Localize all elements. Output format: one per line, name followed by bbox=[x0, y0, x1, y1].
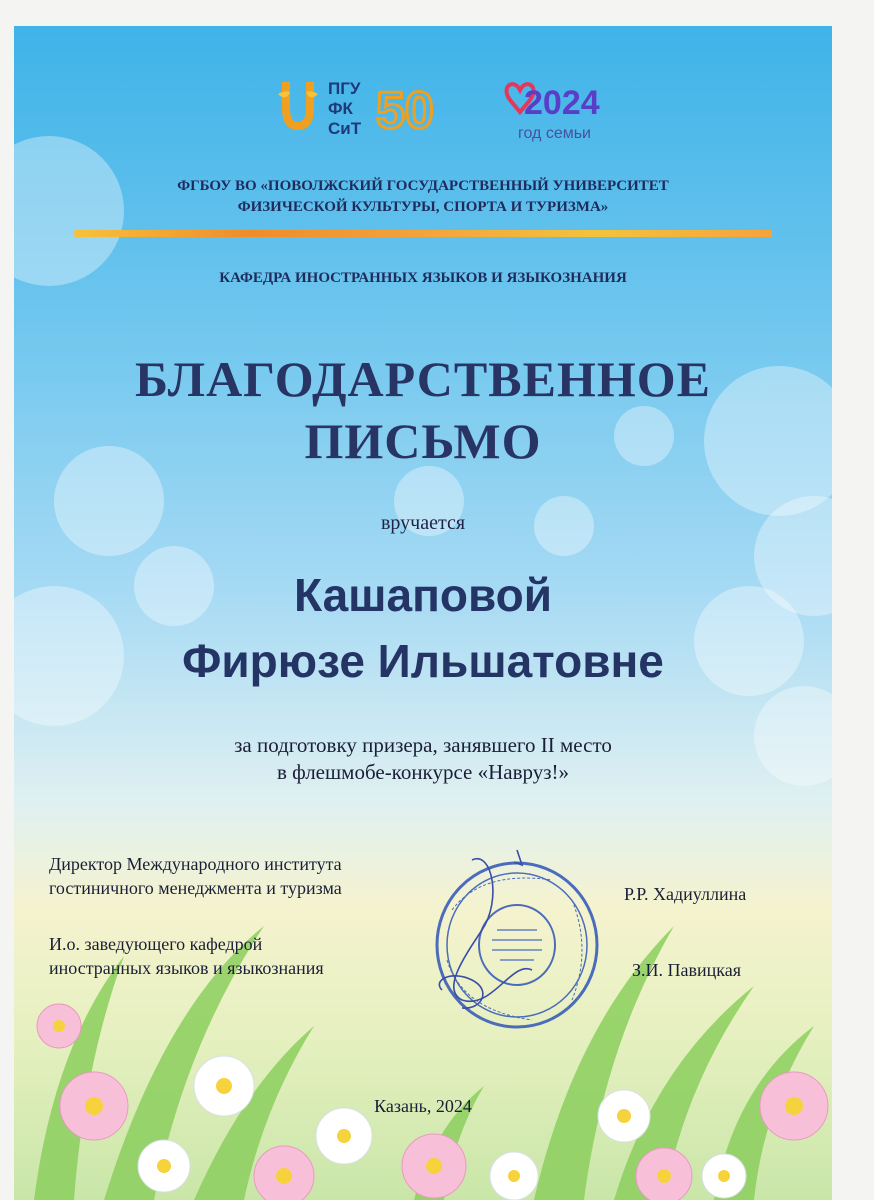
award-reason-line1: за подготовку призера, занявшего II место bbox=[234, 733, 612, 757]
letter-title-line1: БЛАГОДАРСТВЕННОЕ bbox=[135, 351, 711, 407]
recipient-surname: Кашаповой bbox=[293, 569, 553, 621]
official-seal-stamp bbox=[422, 840, 612, 1040]
signer-position-line1: И.о. заведующего кафедрой bbox=[49, 934, 263, 954]
award-reason bbox=[74, 732, 772, 786]
recipient-name bbox=[54, 562, 792, 694]
signer-name-director: Р.Р. Хадиуллина bbox=[624, 884, 747, 904]
signer-position-director bbox=[49, 852, 429, 900]
signer-position-head-of-department bbox=[49, 932, 429, 980]
university-logo bbox=[276, 72, 466, 142]
organization-name-line1: ФГБОУ ВО «ПОВОЛЖСКИЙ ГОСУДАРСТВЕННЫЙ УНИВЕРСИТЕТ bbox=[177, 178, 669, 194]
recipient-given-names: Фирюзе Ильшатовне bbox=[182, 635, 664, 687]
signer-position-line1: Директор Международного института bbox=[49, 854, 342, 874]
letter-title-line2: ПИСЬМО bbox=[304, 413, 542, 469]
place-and-date: Казань, 2024 bbox=[374, 1096, 472, 1116]
signer-position-line2: иностранных языков и языкознания bbox=[49, 958, 324, 978]
organization-name-line2: ФИЗИЧЕСКОЙ КУЛЬТУРЫ, СПОРТА И ТУРИЗМА» bbox=[237, 199, 609, 215]
university-abbr-line1: ПГУ bbox=[328, 79, 361, 98]
family-year: 2024 bbox=[524, 84, 600, 122]
family-caption: год семьи bbox=[518, 125, 591, 142]
university-abbr-line3: СиТ bbox=[328, 119, 362, 138]
certificate-sheet bbox=[14, 26, 832, 1200]
signer-position-line2: гостиничного менеджмента и туризма bbox=[49, 878, 342, 898]
department-name: КАФЕДРА ИНОСТРАННЫХ ЯЗЫКОВ И ЯЗЫКОЗНАНИЯ bbox=[219, 270, 627, 286]
organization-name bbox=[114, 176, 732, 218]
anniversary-number: 50 bbox=[376, 82, 434, 140]
given-to-label: вручается bbox=[380, 512, 466, 534]
signer-name-head-of-department: З.И. Павицкая bbox=[632, 960, 742, 980]
u-emblem-icon bbox=[278, 82, 318, 130]
award-reason-line2: в флешмобе-конкурсе «Навруз!» bbox=[276, 760, 570, 784]
letter-title bbox=[54, 348, 792, 472]
year-of-family-logo bbox=[504, 72, 614, 156]
header-divider bbox=[74, 230, 772, 237]
university-abbr-line2: ФК bbox=[328, 99, 353, 118]
